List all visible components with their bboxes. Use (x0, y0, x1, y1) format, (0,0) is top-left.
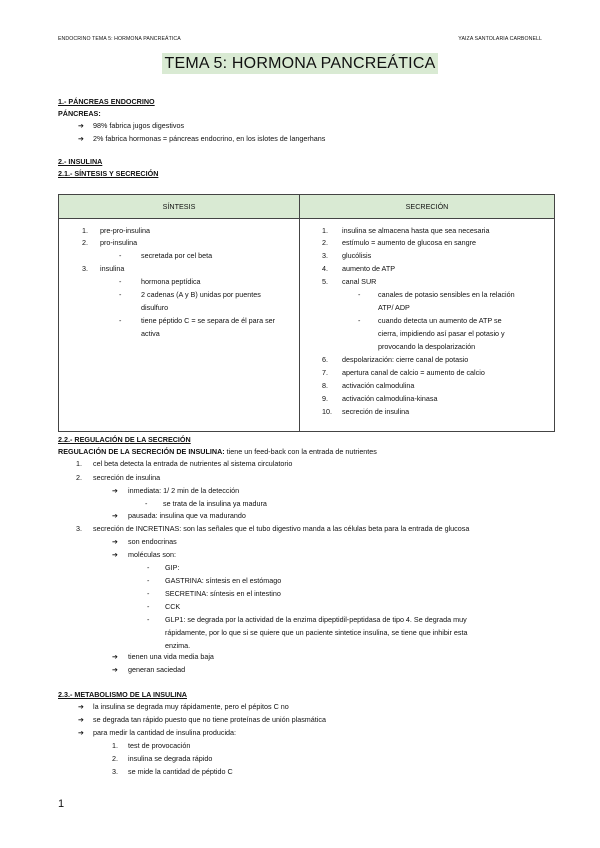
dash-bullet: - (119, 277, 122, 286)
molecule-item: SECRETINA: síntesis en el intestino (165, 589, 281, 598)
table-list-item: activación calmodulina-kinasa (342, 394, 438, 403)
met-item-1: la insulina se degrada muy rápidamente, pero el pépitos C no (93, 702, 289, 711)
arrow-icon: ➔ (78, 702, 85, 711)
list-number: 3. (82, 264, 88, 273)
section2-heading: 2.- INSULINA (58, 157, 103, 166)
dash-bullet: - (358, 316, 361, 325)
dash-bullet: - (147, 576, 150, 585)
dash-bullet: - (147, 563, 150, 572)
table-list-item: canal SUR (342, 277, 377, 286)
list-number: 1. (322, 226, 328, 235)
sintesis-cell (59, 219, 300, 432)
table-header-sintesis: SÍNTESIS (59, 195, 300, 219)
list-number: 9. (322, 394, 328, 403)
table-list-item: insulina se almacena hasta que sea necesaria (342, 226, 490, 235)
table-list-item: aumento de ATP (342, 264, 396, 273)
secrecion-cell (300, 219, 555, 432)
table-list-item: cuando detecta un aumento de ATP se (378, 316, 502, 325)
molecule-item: rápidamente, por lo que si se quiere que un paciente sintetice insulina, se tiene que inhibir esta (165, 628, 468, 637)
header-left: ENDOCRINO TEMA 5: HORMONA PANCREÁTICA (58, 36, 181, 42)
reg-item-2: secreción de insulina (93, 473, 161, 482)
list-number: 1. (76, 459, 82, 468)
reg-item-3b: moléculas son: (128, 550, 176, 559)
list-number: 1. (112, 741, 118, 750)
regulation-intro (58, 448, 377, 455)
list-number: 3. (112, 767, 118, 776)
s1-item-1: 98% fabrica jugos digestivos (93, 121, 185, 130)
table-list-item: hormona peptídica (141, 277, 201, 286)
reg-item-3d: generan saciedad (128, 665, 186, 674)
list-number: 7. (322, 368, 328, 377)
table-list-item: despolarización: cierre canal de potasio (342, 355, 469, 364)
molecule-item: CCK (165, 602, 181, 611)
table-list-item: pre-pro-insulina (100, 226, 150, 235)
list-number: 2. (82, 238, 88, 247)
list-number: 1. (82, 226, 88, 235)
table-list-item: cierra, impidiendo así pasar el potasio y (378, 329, 505, 338)
met-sub-2: insulina se degrada rápido (128, 754, 213, 763)
regulation-intro-text: tiene un feed-back con la entrada de nutrientes (224, 447, 377, 456)
table-list-item: apertura canal de calcio = aumento de calcio (342, 368, 485, 377)
s1-item-2: 2% fabrica hormonas = páncreas endocrino, en los islotes de langerhans (93, 134, 326, 143)
molecule-item: GIP: (165, 563, 180, 572)
molecule-item: GASTRINA: síntesis en el estómago (165, 576, 282, 585)
list-number: 10. (322, 407, 332, 416)
reg-item-2b: pausada: insulina que va madurando (128, 511, 246, 520)
table-list-item: estímulo = aumento de glucosa en sangre (342, 238, 477, 247)
pancreas-label: PÁNCREAS: (58, 109, 101, 118)
reg-item-3c: tienen una vida media baja (128, 652, 214, 661)
list-number: 2. (322, 238, 328, 247)
table-list-item: secreción de insulina (342, 407, 410, 416)
table-header-secrecion: SECRECIÓN (300, 195, 555, 219)
arrow-icon: ➔ (112, 537, 119, 546)
met-sub-3: se mide la cantidad de péptido C (128, 767, 233, 776)
dash-bullet: - (119, 251, 122, 260)
reg-item-3: secreción de INCRETINAS: son las señales que el tubo digestivo manda a las células beta para la entrada de glucosa (93, 524, 470, 533)
reg-item-3a: son endocrinas (128, 537, 177, 546)
page-number: 1 (58, 798, 65, 810)
table-list-item: activación calmodulina (342, 381, 415, 390)
arrow-icon: ➔ (112, 550, 119, 559)
reg-item-2a1: se trata de la insulina ya madura (163, 499, 267, 508)
molecule-item: GLP1: se degrada por la actividad de la enzima dipeptidil-peptidasa de tipo 4. Se degrada muy (165, 615, 467, 624)
table-list-item: insulina (100, 264, 125, 273)
arrow-icon: ➔ (78, 728, 85, 737)
table-list-item: disulfuro (141, 303, 169, 312)
table-list-item: ATP/ ADP (378, 303, 410, 312)
section22-heading: 2.2.- REGULACIÓN DE LA SECRECIÓN (58, 435, 191, 444)
reg-item-2a: inmediata: 1/ 2 min de la detección (128, 486, 240, 495)
table-list-item: activa (141, 329, 160, 338)
reg-item-1: cel beta detecta la entrada de nutrientes al sistema circulatorio (93, 459, 293, 468)
section21-heading: 2.1.- SÍNTESIS Y SECRECIÓN (58, 169, 159, 178)
dash-bullet: - (358, 290, 361, 299)
table-list-item: glucólisis (342, 251, 372, 260)
list-number: 5. (322, 277, 328, 286)
dash-bullet: - (147, 615, 150, 624)
table-list-item: canales de potasio sensibles en la relación (378, 290, 515, 299)
met-item-2: se degrada tan rápido puesto que no tiene proteínas de unión plasmática (93, 715, 326, 724)
arrow-icon: ➔ (112, 486, 119, 495)
molecule-item: enzima. (165, 641, 191, 650)
header-right: YAIZA SANTOLARIA CARBONELL (458, 36, 542, 42)
met-item-3: para medir la cantidad de insulina producida: (93, 728, 237, 737)
table-list-item: secretada por cel beta (141, 251, 213, 260)
list-number: 3. (76, 524, 82, 533)
list-number: 8. (322, 381, 328, 390)
arrow-icon: ➔ (112, 665, 119, 674)
dash-bullet: - (147, 589, 150, 598)
met-sub-1: test de provocación (128, 741, 191, 750)
list-number: 2. (76, 473, 82, 482)
arrow-icon: ➔ (78, 121, 85, 130)
section1-heading: 1.- PÁNCREAS ENDOCRINO (58, 97, 155, 106)
table-list-item: 2 cadenas (A y B) unidas por puentes (141, 290, 261, 299)
arrow-icon: ➔ (112, 652, 119, 661)
dash-bullet: - (145, 499, 148, 508)
list-number: 6. (322, 355, 328, 364)
arrow-icon: ➔ (78, 715, 85, 724)
dash-bullet: - (119, 290, 122, 299)
regulation-intro-label: REGULACIÓN DE LA SECRECIÓN DE INSULINA: (58, 447, 225, 456)
table-list-item: pro-insulina (100, 238, 138, 247)
page-title: TEMA 5: HORMONA PANCREÁTICA (162, 53, 439, 74)
arrow-icon: ➔ (78, 134, 85, 143)
table-list-item: tiene péptido C = se separa de él para ser (141, 316, 276, 325)
title-bar (0, 53, 600, 74)
section23-heading: 2.3.- METABOLISMO DE LA INSULINA (58, 690, 187, 699)
table-list-item: provocando la despolarización (378, 342, 476, 351)
list-number: 3. (322, 251, 328, 260)
dash-bullet: - (119, 316, 122, 325)
dash-bullet: - (147, 602, 150, 611)
arrow-icon: ➔ (112, 511, 119, 520)
synthesis-secretion-table (58, 194, 555, 432)
list-number: 4. (322, 264, 328, 273)
list-number: 2. (112, 754, 118, 763)
